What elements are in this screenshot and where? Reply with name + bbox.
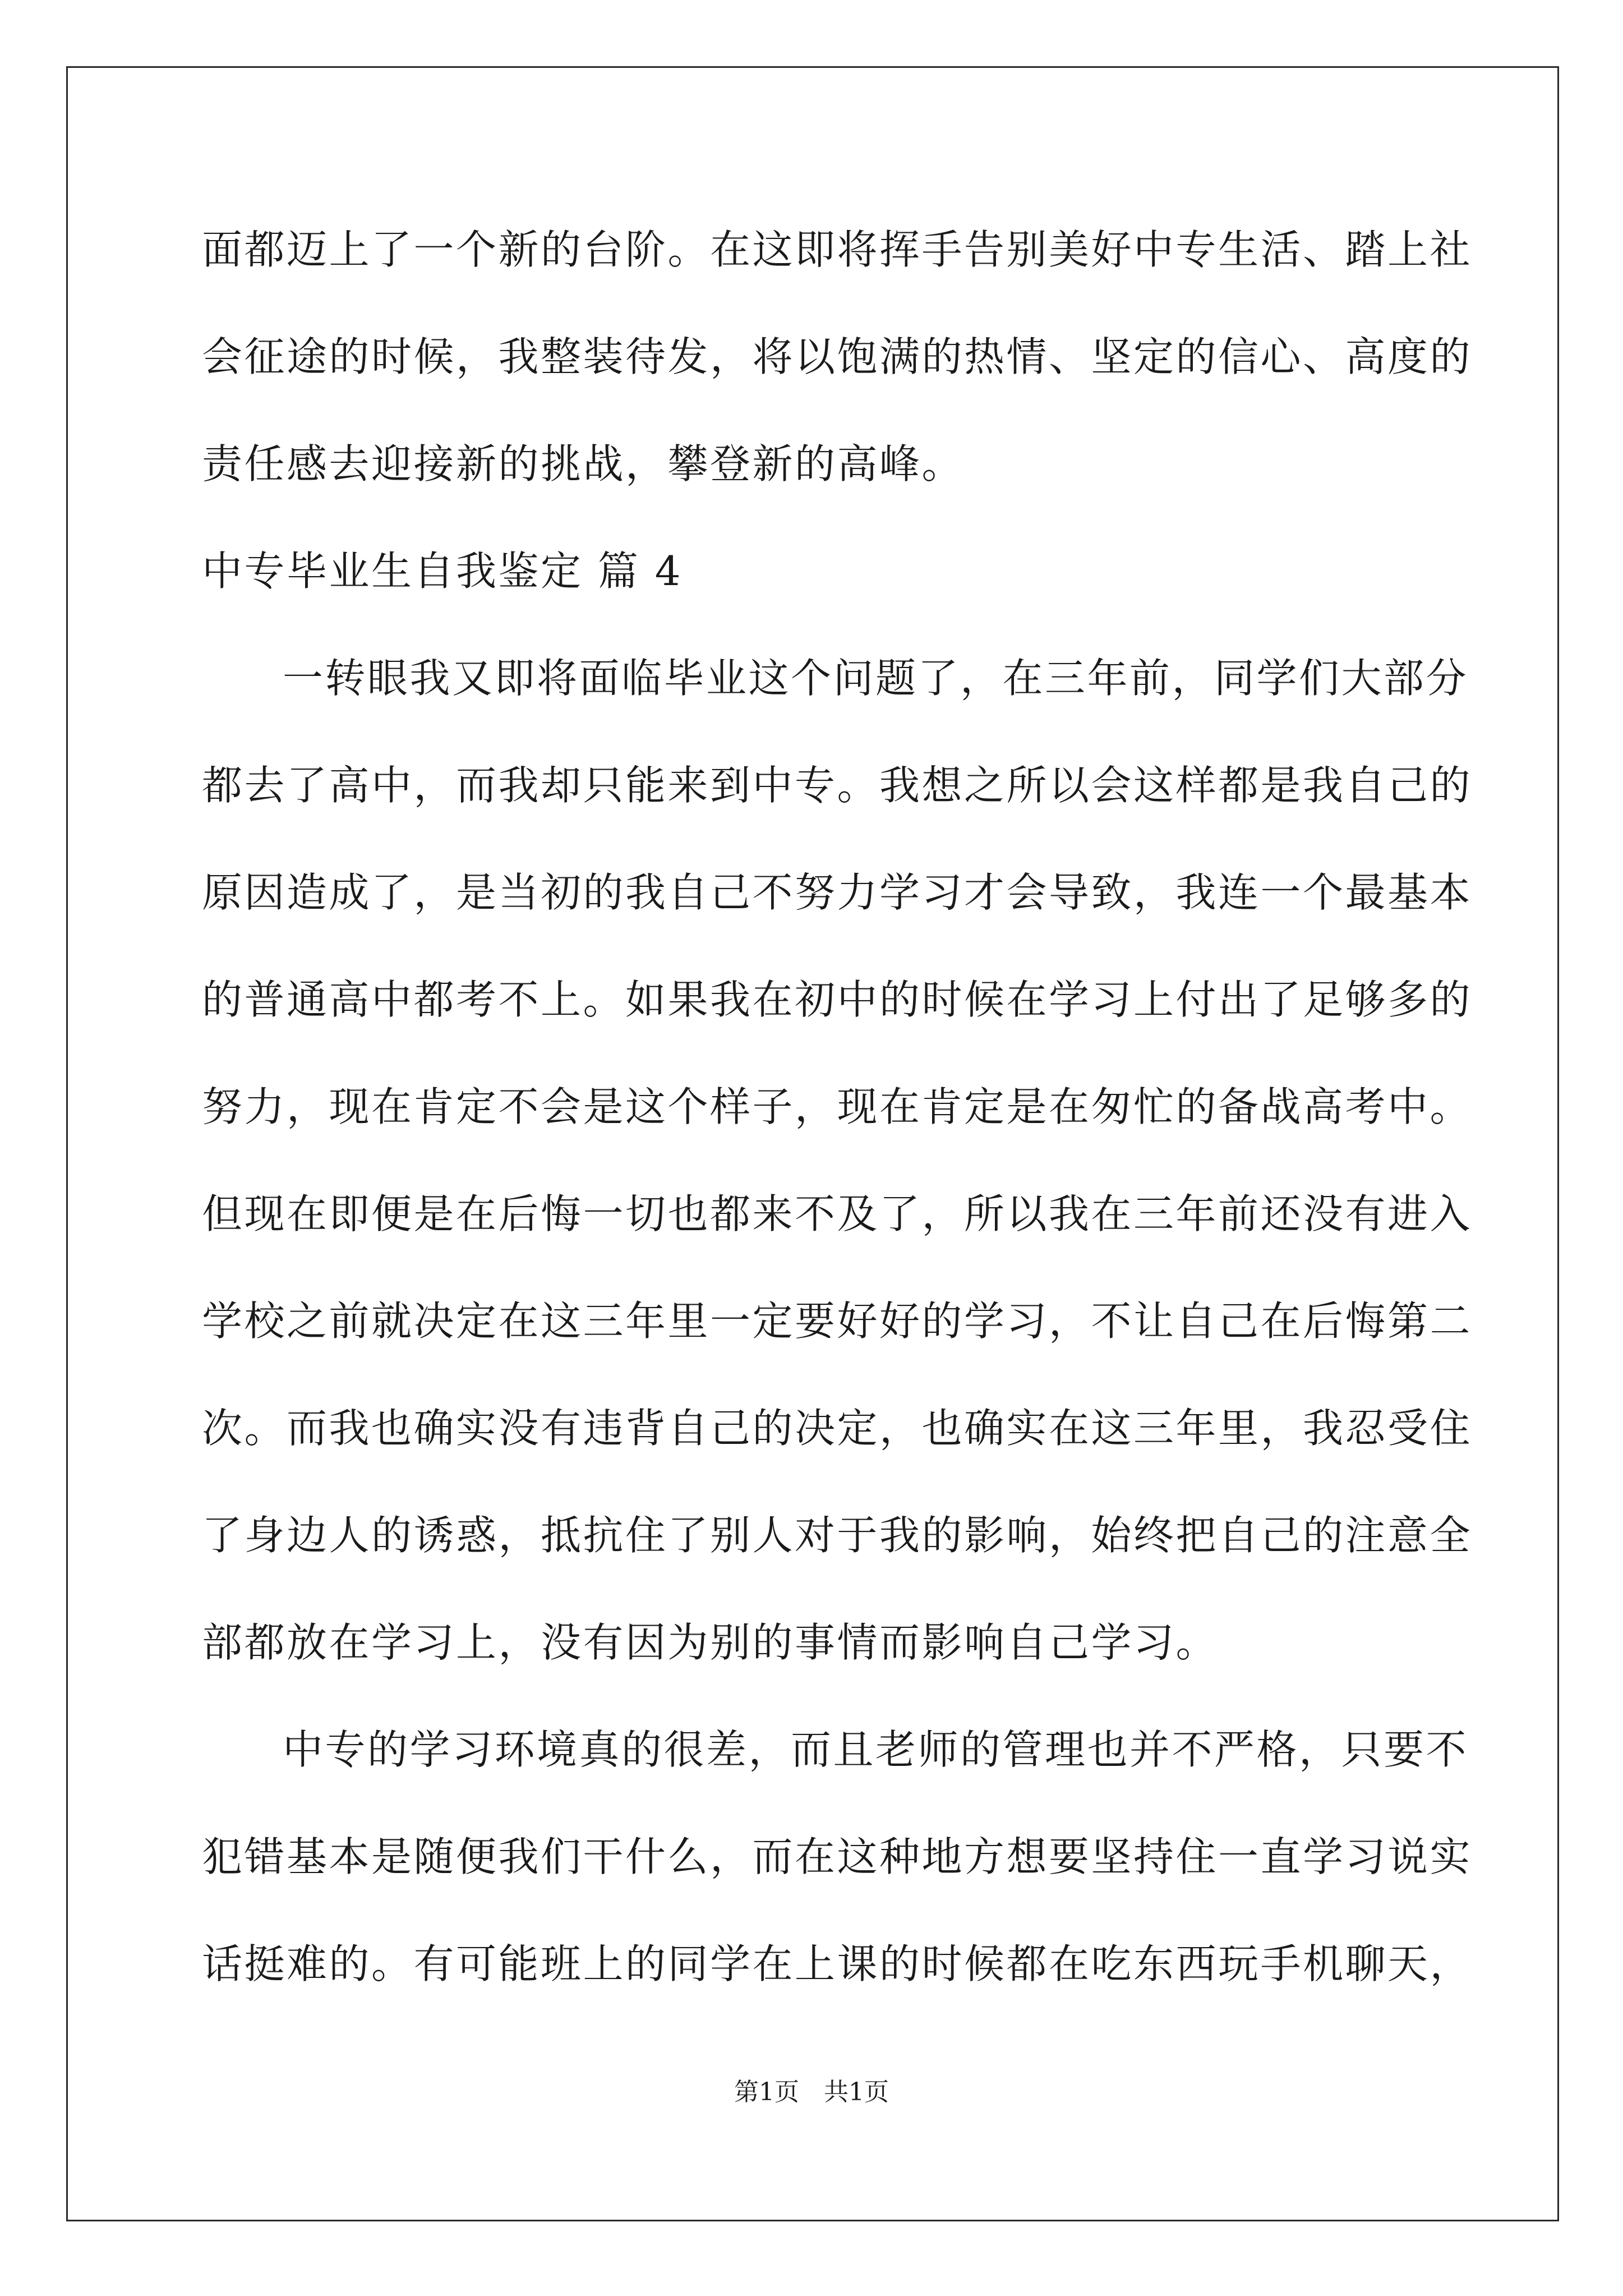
paragraph-line: 学校之前就决定在这三年里一定要好好的学习，不让自己在后悔第二	[202, 1297, 1473, 1345]
paragraph-line: 原因造成了，是当初的我自己不努力学习才会导致，我连一个最基本	[202, 869, 1473, 916]
paragraph-line: 面都迈上了一个新的台阶。在这即将挥手告别美好中专生活、踏上社	[202, 226, 1473, 273]
paragraph-line: 的普通高中都考不上。如果我在初中的时候在学习上付出了足够多的	[202, 976, 1473, 1023]
paragraph-line: 中专的学习环境真的很差，而且老师的管理也并不严格，只要不	[283, 1726, 1469, 1773]
page-number-footer: 第1页 共1页	[734, 2078, 889, 2106]
paragraph-line: 话挺难的。有可能班上的同学在上课的时候都在吃东西玩手机聊天，	[202, 1940, 1473, 1987]
section-heading: 中专毕业生自我鉴定 篇 4	[202, 547, 683, 595]
paragraph-line: 都去了高中，而我却只能来到中专。我想之所以会这样都是我自己的	[202, 762, 1473, 809]
paragraph-line: 但现在即便是在后悔一切也都来不及了，所以我在三年前还没有进入	[202, 1190, 1473, 1237]
paragraph-line: 犯错基本是随便我们干什么，而在这种地方想要坚持住一直学习说实	[202, 1833, 1473, 1880]
paragraph-line: 次。而我也确实没有违背自己的决定，也确实在这三年里，我忍受住	[202, 1405, 1473, 1452]
paragraph-line: 责任感去迎接新的挑战，攀登新的高峰。	[202, 440, 965, 487]
paragraph-line: 一转眼我又即将面临毕业这个问题了，在三年前，同学们大部分	[283, 655, 1469, 702]
page-border	[66, 66, 1559, 2221]
paragraph-line: 努力，现在肯定不会是这个样子，现在肯定是在匆忙的备战高考中。	[202, 1083, 1473, 1130]
paragraph-line: 会征途的时候，我整装待发，将以饱满的热情、坚定的信心、高度的	[202, 333, 1473, 380]
paragraph-line: 部都放在学习上，没有因为别的事情而影响自己学习。	[202, 1619, 1219, 1666]
paragraph-line: 了身边人的诱惑，抵抗住了别人对于我的影响，始终把自己的注意全	[202, 1512, 1473, 1559]
